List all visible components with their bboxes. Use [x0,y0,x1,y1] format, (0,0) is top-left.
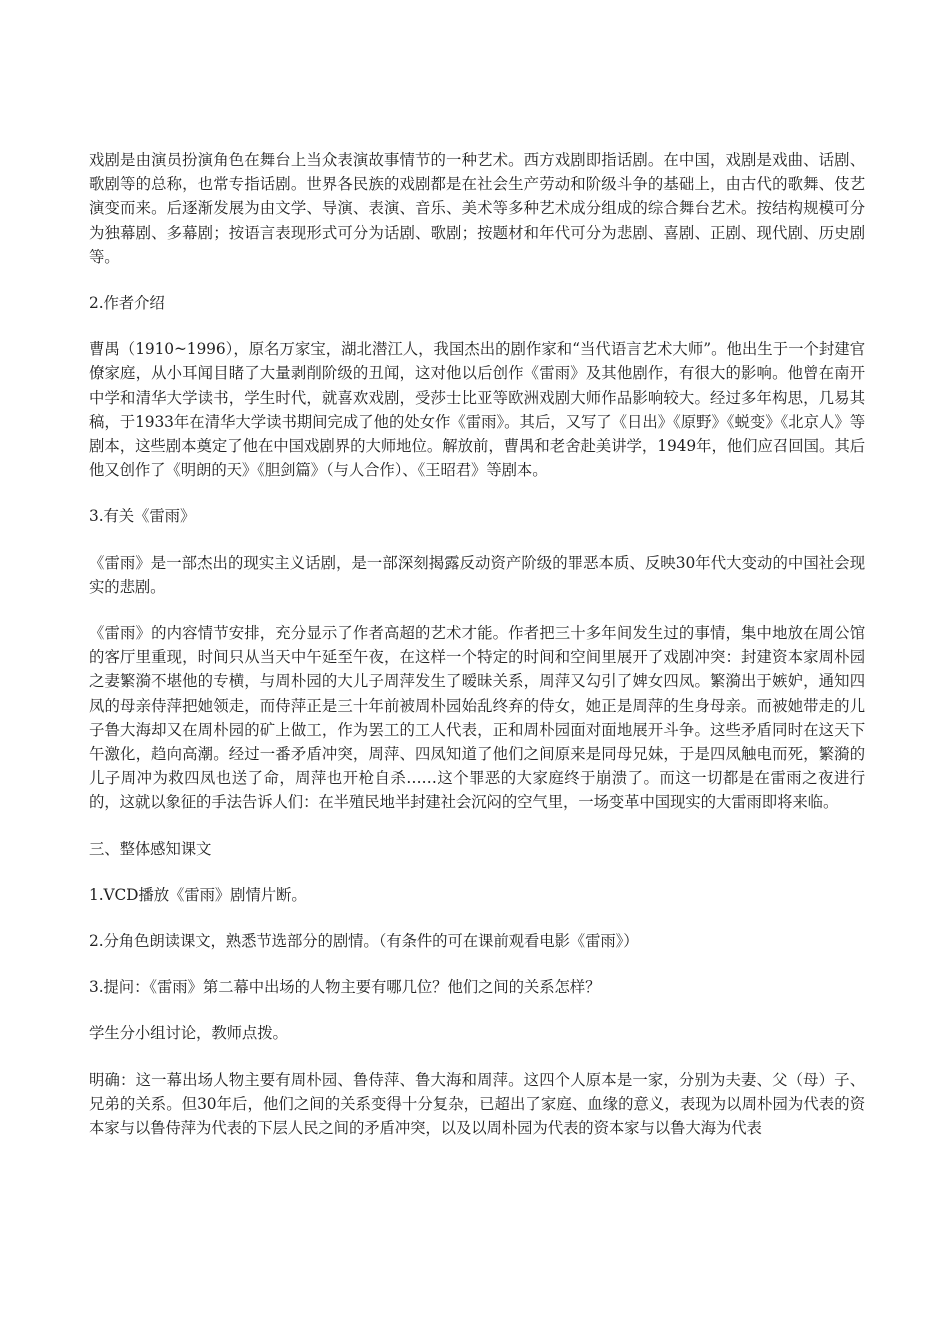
paragraph-plot-arrangement: 《雷雨》的内容情节安排，充分显示了作者高超的艺术才能。作者把三十多年间发生过的事情，集中地放在周公馆的客厅里重现，时间只从当天中午延至午夜，在这样一个特定的时间和空间里展开了戏剧冲突：封建资本家周朴园之妻繁漪不堪他的专横，与周朴园的大儿子周萍发生了暧昧关系，周萍又勾引了婢女四凤。繁漪出于嫉妒，通知四凤的母亲侍萍把她领走，而侍萍正是三十年前被周朴园始乱终弃的侍女，她正是周萍的生身母亲。而被她带走的儿子鲁大海却又在周朴园的矿上做工，作为罢工的工人代表，正和周朴园面对面地展开斗争。这些矛盾同时在这天下午激化，趋向高潮。经过一番矛盾冲突，周萍、四凤知道了他们之间原来是同母兄妹，于是四凤触电而死，繁漪的儿子周冲为救四凤也送了命，周萍也开枪自杀……这个罪恶的大家庭终于崩溃了。而这一切都是在雷雨之夜进行的，这就以象征的手法告诉人们：在半殖民地半封建社会沉闷的空气里，一场变革中国现实的大雷雨即将来临。 [89,624,865,812]
list-item-question: 3.提问：《雷雨》第二幕中出场的人物主要有哪几位？他们之间的关系怎样？ [89,978,601,997]
paragraph-cao-yu-bio: 曹禺（1910~1996），原名万家宝，湖北潜江人，我国杰出的剧作家和“当代语言艺术大师”。他出生于一个封建官僚家庭，从小耳闻目睹了大量剥削阶级的丑闻，这对他以后创作《雷雨》及其他剧作，有很大的影响。他曾在南开中学和清华大学读书，学生时代，就喜欢戏剧，受莎士比亚等欧洲戏剧大师作品影响较大。经过多年构思，几易其稿，于1933年在清华大学读书期间完成了他的处女作《雷雨》。其后，又写了《日出》《原野》《蜕变》《北京人》等剧本，这些剧本奠定了他在中国戏剧界的大师地位。解放前，曹禺和老舍赴美讲学，1949年，他们应召回国。其后他又创作了《明朗的天》《胆剑篇》（与人合作）、《王昭君》等剧本。 [89,340,865,480]
paragraph-answer: 明确：这一幕出场人物主要有周朴园、鲁侍萍、鲁大海和周萍。这四个人原本是一家，分别为夫妻、父（母）子、兄弟的关系。但30年后，他们之间的关系变得十分复杂，已超出了家庭、血缘的意义，表现为以周朴园为代表的资本家与以鲁侍萍为代表的下层人民之间的矛盾冲突，以及以周朴园为代表的资本家与以鲁大海为代表 [89,1070,865,1138]
heading-author-intro: 2.作者介绍 [89,294,165,313]
document-body [89,148,865,1162]
heading-overall-perception: 三、整体感知课文 [89,839,212,858]
list-item-vcd: 1.VCD播放《雷雨》剧情片断。 [89,885,307,904]
paragraph-thunderstorm-summary: 《雷雨》是一部杰出的现实主义话剧，是一部深刻揭露反动资产阶级的罪恶本质、反映30年代大变动的中国社会现实的悲剧。 [89,553,865,596]
paragraph-group-discussion: 学生分小组讨论，教师点拨。 [89,1024,288,1043]
paragraph-drama-definition: 戏剧是由演员扮演角色在舞台上当众表演故事情节的一种艺术。西方戏剧即指话剧。在中国，戏剧是戏曲、话剧、歌剧等的总称，也常专指话剧。世界各民族的戏剧都是在社会生产劳动和阶级斗争的基础上，由古代的歌舞、伎艺演变而来。后逐渐发展为由文学、导演、表演、音乐、美术等多种艺术成分组成的综合舞台艺术。按结构规模可分为独幕剧、多幕剧；按语言表现形式可分为话剧、歌剧；按题材和年代可分为悲剧、喜剧、正剧、现代剧、历史剧等。 [89,151,865,266]
heading-about-thunderstorm: 3.有关《雷雨》 [89,507,196,526]
list-item-role-reading: 2.分角色朗读课文，熟悉节选部分的剧情。（有条件的可在课前观看电影《雷雨》） [89,932,639,951]
